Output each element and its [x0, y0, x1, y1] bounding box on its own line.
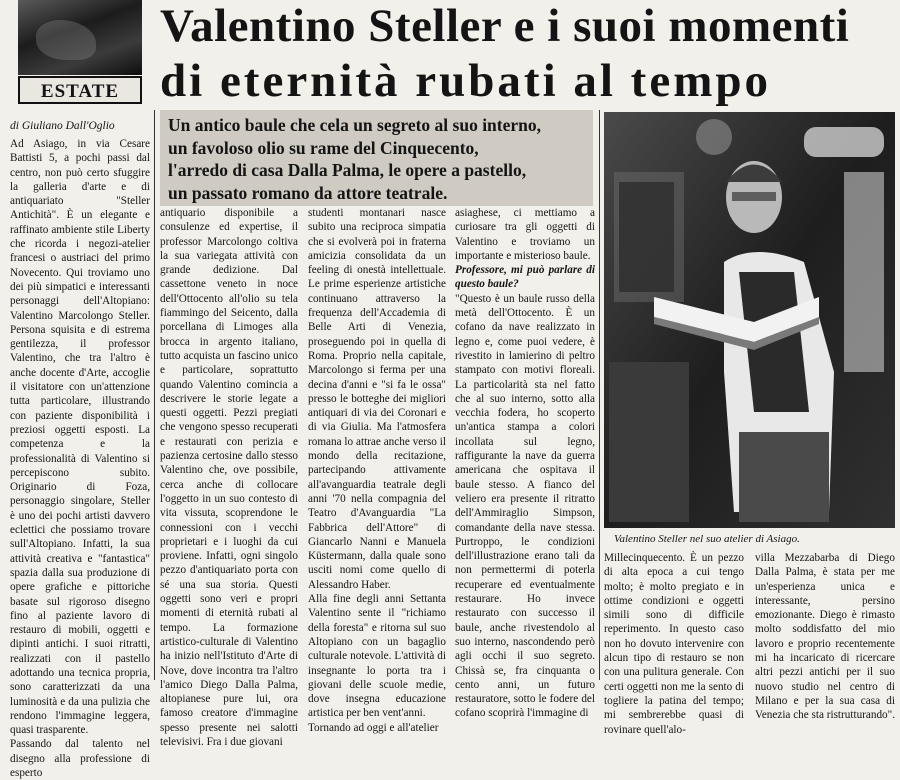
article-column-5: Millecinquecento. È un pezzo di alta epoca a cui tengo molto; è molto pregiato e in ottime condizioni e oggetti simili sono di difficile reperimento. In questo caso non ho dovuto intervenire con alcun tipo di restauro se non con una pulitura generale. Con certi oggetti non me la sento di togliere la patina del tempo; mi sembrerebbe quasi di rovinare quell'alo-	[604, 552, 744, 736]
deck-line: un favoloso olio su rame del Cinquecento,	[168, 137, 479, 158]
photo-caption: Valentino Steller nel suo atelier di Asiago.	[614, 533, 800, 545]
headline-line-2: di eternità rubati al tempo	[160, 55, 771, 107]
deck-box	[160, 110, 593, 206]
article-column-3: studenti montanari nasce subito una reciproca simpatia che si evolverà poi in fraterna amicizia consolidata da un feeling di onestà intellettuale. Le prime esperienze artistiche continuano attraverso la frequenza dell'Accademia di Belle Arti di Venezia, proseguendo poi in quella di Roma. Proprio nella capitale, Marcolongo si ferma per una decina d'anni e "si fa le ossa" presso le botteghe dei migliori antiquari di via dei Coronari e di via Giulia. Ma l'atmosfera romana lo attrae anche verso il mondo della recitazione, partecipando attivamente all'avanguardia teatrale degli anni '70 nella compagnia del Teatro d'Avanguardia "La Fabbrica dell'Attore" di Giancarlo Nanni e Manuela Küstermann, dalla quale sono usciti nomi come quello di Alessandro Haber. Alla fine degli anni Settanta Valentino sente il "richiamo della foresta" e ritorna sul suo Altopiano con un bagaglio culturale notevole. L'attività di insegnante lo porta tra i giovani delle scuole medie, dove insegna educazione artistica per ben vent'anni. Tornando ad oggi e all'atelier	[308, 207, 446, 734]
article-column-4: asiaghese, ci mettiamo a curiosare tra gli oggetti di Valentino e troviamo un importante e misterioso baule. Professore, mi può parlare di questo baule? "Questo è un baule russo della metà dell'Ottocento. È un cofano da nave realizzato in legno e, come puoi vedere, è rivestito in lamierino di peltro stampato con motivi floreali. La particolarità sta nel fatto che al suo interno, sotto alla vecchia fodera, ho scoperto un'antica stampa a colori incollata sul legno, raffigurante la nave da guerra americana che ospitava il baule stesso. A fianco del veliero era presente il ritratto dell'Ammiraglio Simpson, comandante della nave stessa. Purtroppo, le condizioni dell'illustrazione erano tali da non permettermi di poterla recuperare ed eventualmente restaurare. Ho invece restaurato con successo il baule, anche rivestendolo al suo interno, nascondendo però agli occhi il suo segreto. Chissà se, fra cinquanta o cento anni, un futuro restauratore, sotto le fodere del cofano scoprirà l'immagine di	[455, 207, 595, 720]
column-rule	[599, 110, 600, 680]
article-column-6: villa Mezzabarba di Diego Dalla Palma, è stata per me un'esperienza unica e interessante, persino emozionante. Diego è rimasto molto soddisfatto del mio lavoro e proprio recentemente mi ha incaricato di ricercare altri pezzi antichi per il suo nuovo studio nel centro di Milano e per la sua casa di Venezia che sta ristrutturando".	[755, 552, 896, 722]
deck-line: un passato romano da attore teatrale.	[168, 182, 448, 203]
headline-line-1: Valentino Steller e i suoi momenti	[160, 0, 850, 52]
article-column-2: antiquario disponibile a consulenze ed expertise, il professor Marcolongo coltiva la sua variegata attività con grande dedizione. Dal cassettone veneto in noce dell'Ottocento all'olio su tela fiammingo del Seicento, dalla porcellana di Limoges alla brocca in argento italiano, tutto acquista un fascino unico e particolare, soprattutto quando Valentino comincia a descrivere le storie legate a questi oggetti. Pezzi pregiati che vengono spesso recuperati e restaurati con perizia e pazienza certosine dallo stesso Valentino che, ove possibile, cerca anche di collocare l'oggetto in un suo contesto di vita vissuta, scoprendone le connessioni con i vecchi proprietari e i luoghi da cui proviene. Infatti, ogni singolo pezzo d'antiquariato porta con sé una sua storia. Questi oggetti sono veri e propri momenti di eternità rubati al tempo. La formazione artistico-culturale di Valentino ha inizio nell'Istituto d'Arte di Nove, dove incontra tra l'altro l'amico Diego Dalla Palma, altopianese pure lui, ora famoso creatore d'immagine spesso presente nei salotti televisivi. Fra i due giovani	[160, 207, 298, 748]
deck-line: Un antico baule che cela un segreto al suo interno,	[168, 115, 542, 135]
portrait-illustration	[604, 112, 895, 528]
section-label: ESTATE	[18, 76, 142, 104]
byline: di Giuliano Dall'Oglio	[10, 120, 115, 132]
portrait-photo	[604, 112, 895, 528]
deck-line: l'arredo di casa Dalla Palma, le opere a pastello,	[168, 160, 527, 180]
interview-question: Professore, mi può parlare di questo baule?	[455, 264, 595, 291]
article-column-1: Ad Asiago, in via Cesare Battisti 5, a pochi passi dal centro, non può certo sfuggire la galleria d'arte e di antiquariato "Steller Antichità". È un elegante e raffinato ambiente stile Liberty che ricorda i negozi-atelier francesi o austriaci del primo Novecento. Qui troviamo uno dei più simpatici e interessanti personaggi dell'Altopiano: Valentino Marcolongo Steller. Persona squisita e di estrema gentilezza, il professor Valentino, che tra l'altro è anche docente d'Arte, accoglie il visitatore con un'attenzione tutta particolare, illustrando con paziente disponibilità i preziosi oggetti esposti. La competenza e la professionalità di Valentino si percepiscono subito. Originario di Foza, personaggio singolare, Steller è uno dei pochi artisti davvero eclettici che possiamo trovare sull'Altopiano. Infatti, la sua attività creativa e "fantastica" spazia dalla sua produzione di opere grafiche e pittoriche basate sul rigoroso disegno fino al paziente lavoro di restauro di mobili, oggetti e dipinti antichi. I suoi ritratti, realizzati con il pastello adottando una tecnica propria, sono caratterizzati da una luminosità e da una pulizia che rendono l'immagine leggera, quasi trasparente. Passando dal talento nel disegno alla professione di esperto	[10, 138, 150, 780]
header-photo	[18, 0, 142, 75]
column-rule	[154, 110, 155, 680]
